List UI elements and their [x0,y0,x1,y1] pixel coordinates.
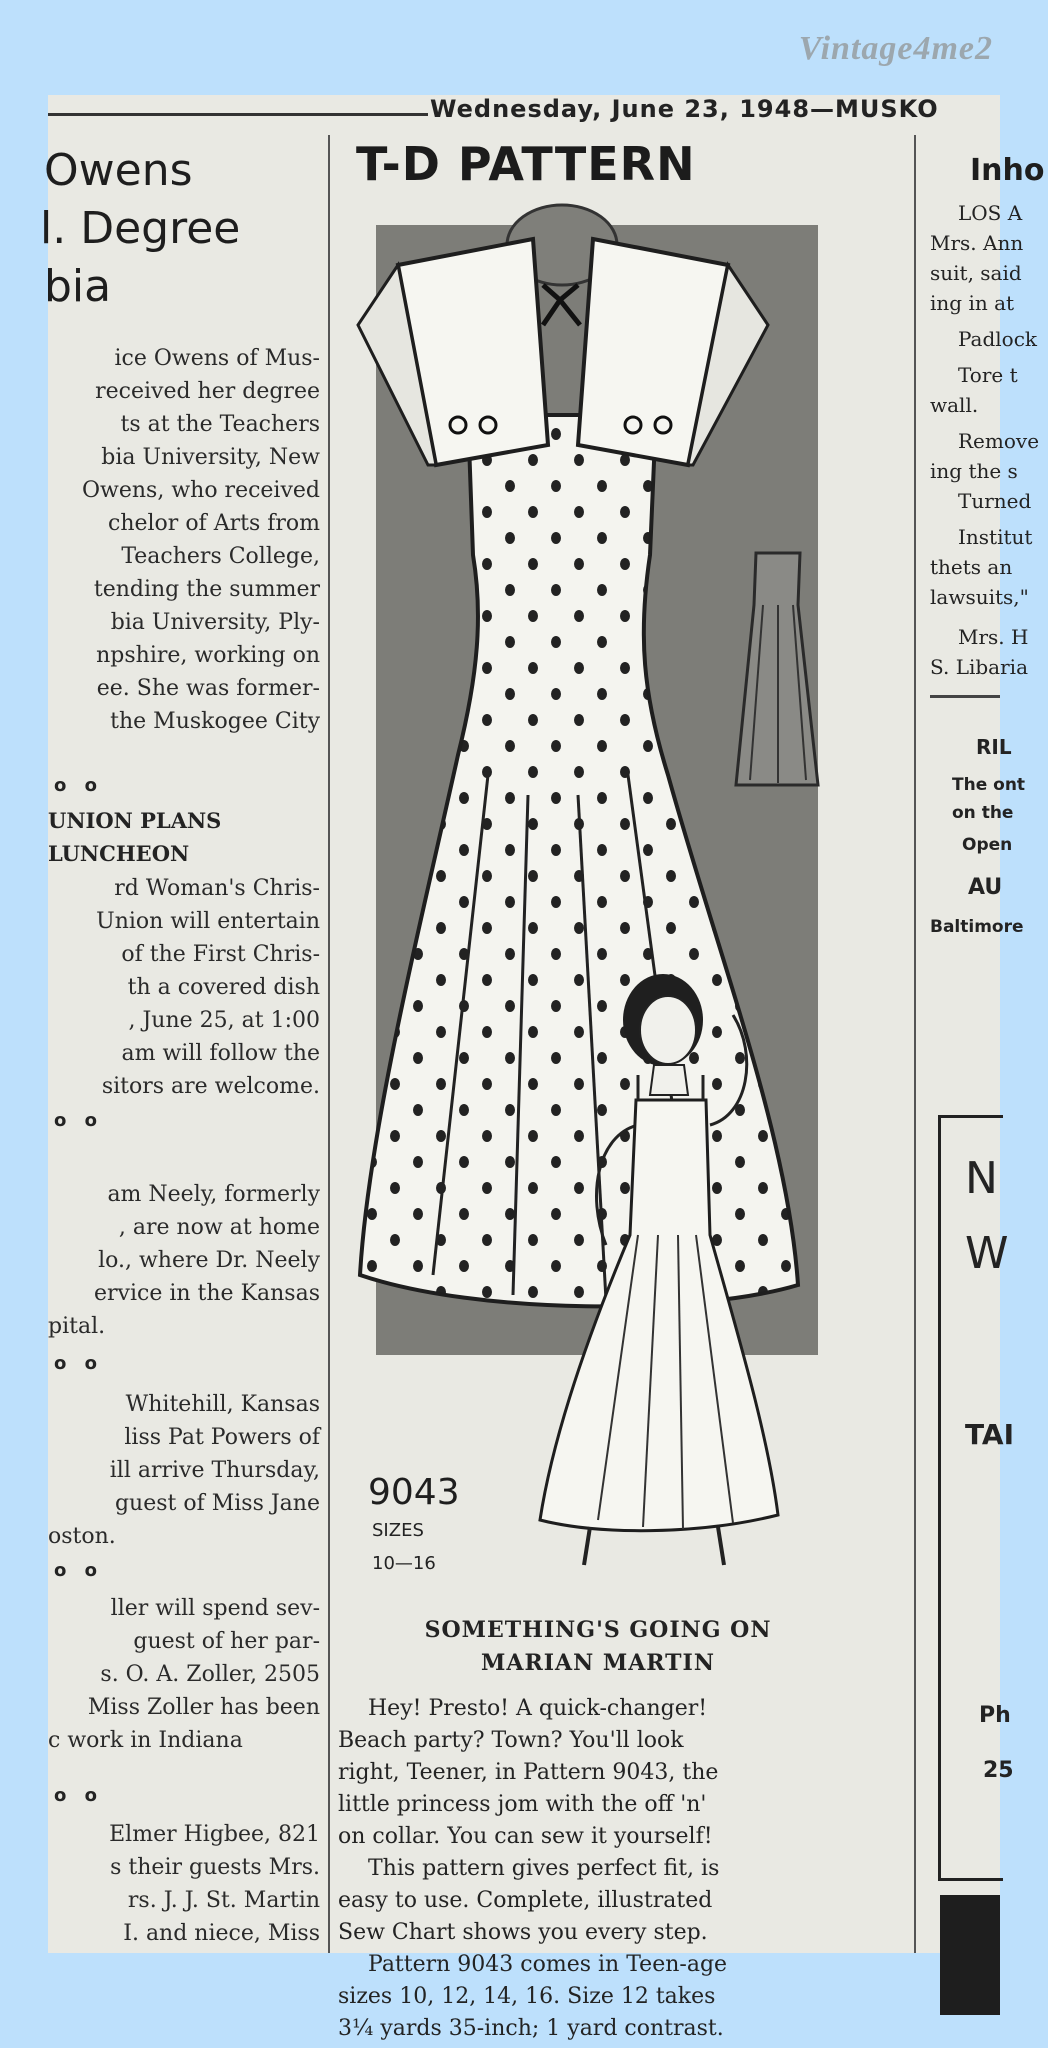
article-line: lo., where Dr. Neely [98,1248,320,1273]
pattern-title: T-D PATTERN [356,137,696,191]
pattern-body-line: on collar. You can sew it yourself! [338,1824,713,1849]
article-line: Teachers College, [121,544,320,569]
ad-line: The ont [952,775,1026,795]
article-line: oston. [48,1524,116,1549]
article-line: s their guests Mrs. [110,1855,320,1880]
article-line: c work in Indiana [48,1728,243,1753]
section-dots: o o [54,1785,103,1806]
pattern-body-line: Pattern 9043 comes in Teen-age [368,1952,728,1977]
headline-line-1: Owens [44,145,193,196]
article-line: the Muskogee City [110,709,320,734]
section-dots: o o [54,1560,103,1581]
sizes-label: SIZES [372,1520,424,1541]
right-line: thets an [930,555,1013,579]
article-line: Miss Zoller has been [87,1695,320,1720]
headline-line-2: l. Degree [40,203,241,254]
ad-line: Open [962,835,1013,855]
article-line: guest of her par- [133,1629,320,1654]
right-line: LOS A [958,201,1023,225]
article-line: am Neely, formerly [107,1182,320,1207]
top-rule [48,113,428,116]
pattern-body-line: 3¼ yards 35-inch; 1 yard contrast. [338,2016,724,2041]
ad-line: Baltimore [930,917,1024,937]
watermark: Vintage4me2 [798,30,993,67]
pattern-body-line: Hey! Presto! A quick-changer! [368,1696,708,1721]
pattern-body-line: Beach party? Town? You'll look [338,1728,684,1753]
article-line: received her degree [95,379,320,404]
right-line: lawsuits," [930,585,1029,609]
article-line: guest of Miss Jane [114,1491,320,1516]
article-line: liss Pat Powers of [124,1425,320,1450]
headline-line-3: bia [44,261,112,312]
subhead-line-1: UNION PLANS [48,808,222,833]
column-rule-left [328,135,330,1953]
pattern-body-line: right, Teener, in Pattern 9043, the [338,1760,719,1785]
column-rule-right [914,135,916,1953]
article-line: ice Owens of Mus- [114,346,320,371]
article-line: pital. [48,1314,106,1339]
right-column [928,135,1045,1953]
article-line: Elmer Higbee, 821 [109,1822,320,1847]
article-line: ee. She was former- [96,676,320,701]
article-line: s. O. A. Zoller, 2505 [100,1662,320,1687]
right-line: Padlock [958,327,1038,351]
article-line: sitors are welcome. [101,1074,320,1099]
pattern-column [338,135,910,2041]
article-line: th a covered dish [127,975,320,1000]
article-line: ill arrive Thursday, [109,1458,320,1483]
article-line: rd Woman's Chris- [114,876,320,901]
pattern-body-line: little princess jom with the off 'n' [338,1792,707,1817]
pattern-body-line: sizes 10, 12, 14, 16. Size 12 takes [338,1984,716,2009]
article-line: ervice in the Kansas [94,1281,320,1306]
right-line: suit, said [930,261,1022,285]
left-column [40,135,326,1953]
article-line: rs. J. J. St. Martin [127,1888,320,1913]
article-line: Owens, who received [81,478,320,503]
article-line: npshire, working on [96,643,320,668]
article-line: chelor of Arts from [108,511,320,536]
right-line: ing the s [930,459,1018,483]
section-dots: o o [54,775,103,796]
caption-line-2: MARIAN MARTIN [481,1650,715,1676]
article-line: am will follow the [121,1041,320,1066]
subhead-line-2: LUNCHEON [48,841,190,866]
article-line: Whitehill, Kansas [125,1392,320,1417]
section-dots: o o [54,1110,103,1131]
ad-line: RIL [976,735,1012,759]
article-line: , June 25, at 1:00 [128,1008,320,1033]
right-line: Tore t [958,363,1018,387]
article-line: bia University, Ply- [110,610,320,635]
newspaper-clipping [40,95,1045,2041]
right-headline: Inho [970,153,1045,188]
right-line: wall. [930,393,979,417]
right-line: Mrs. H [958,625,1029,649]
right-line: Remove [958,429,1040,453]
section-dots: o o [54,1353,103,1374]
ad-letter: N [965,1153,998,1204]
article-line: tending the summer [93,577,320,602]
ad-line: on the [952,803,1014,823]
ad-letter: TAI [965,1418,1015,1451]
article-line: ts at the Teachers [120,412,320,437]
ad-letter: 25 [983,1758,1014,1783]
caption-line-1: SOMETHING'S GOING ON [424,1617,772,1643]
article-line: , are now at home [118,1215,320,1240]
article-line: of the First Chris- [121,942,320,967]
right-line: Turned [958,489,1032,513]
article-line: Union will entertain [96,909,320,934]
ad-line: AU [968,875,1003,900]
article-line: bia University, New [101,445,320,470]
dress-illustration [338,135,910,1575]
right-line: Institut [958,525,1033,549]
right-divider [930,695,1000,698]
pattern-body-line: easy to use. Complete, illustrated [338,1888,713,1913]
right-line: S. Libaria [930,655,1028,679]
dateline: Wednesday, June 23, 1948—MUSKO [430,95,939,123]
pattern-body-line: Sew Chart shows you every step. [338,1920,708,1945]
article-line: ller will spend sev- [110,1596,320,1621]
article-line: I. and niece, Miss [123,1921,320,1946]
pattern-number: 9043 [368,1472,460,1513]
pattern-body-line: This pattern gives perfect fit, is [368,1856,720,1881]
girl-face [640,996,696,1064]
ad-letter: W [965,1228,1009,1279]
right-line: ing in at [930,291,1015,315]
ad-image-block [940,1895,1000,2015]
advertisement-box [938,1115,1015,1881]
right-line: Mrs. Ann [930,231,1024,255]
ad-letter: Ph [979,1703,1011,1728]
sizes-range: 10—16 [372,1553,436,1574]
